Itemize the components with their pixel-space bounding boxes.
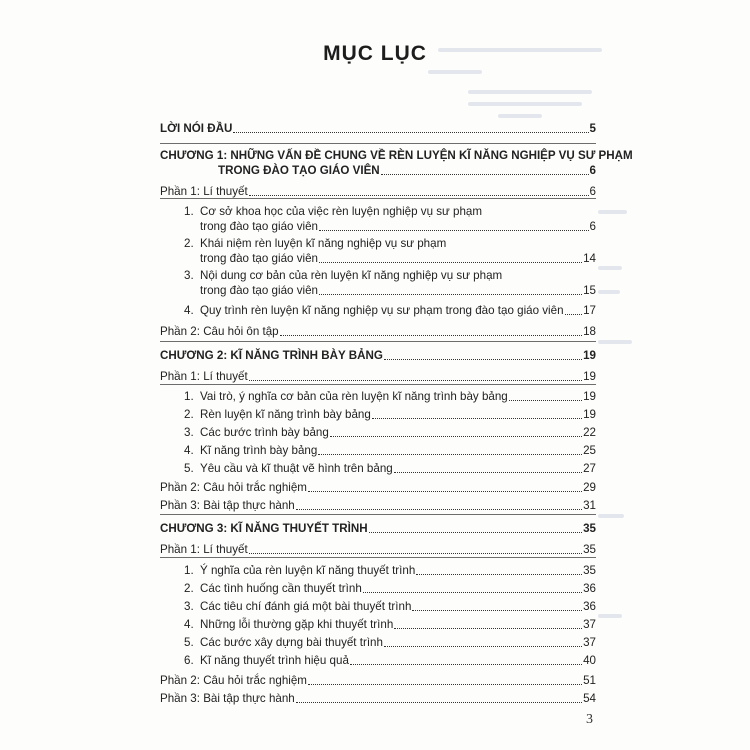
dot-leader [394, 628, 582, 629]
dot-leader [565, 314, 583, 315]
toc-page-number: 5 [589, 122, 596, 135]
toc-entry-text: Phần 3: Bài tập thực hành [160, 692, 295, 705]
toc-page-number: 19 [583, 370, 596, 383]
dot-leader [319, 262, 582, 263]
item-number: 4. [184, 304, 194, 317]
dot-leader [416, 574, 582, 575]
item-number: 3. [184, 426, 194, 439]
section-divider [160, 341, 596, 342]
toc-page-number: 36 [583, 600, 596, 613]
toc-entry-ch1-item4[interactable] [184, 300, 596, 318]
toc-entry-ch1-item1[interactable] [200, 216, 596, 234]
toc-entry-text: CHƯƠNG 2: KĨ NĂNG TRÌNH BÀY BẢNG [160, 349, 383, 362]
section-divider [160, 514, 596, 515]
dot-leader [296, 509, 582, 510]
toc-entry-text: trong đào tạo giáo viên [200, 284, 318, 297]
toc-entry-text: trong đào tạo giáo viên [200, 252, 318, 265]
toc-page-number: 35 [583, 522, 596, 535]
dot-leader [249, 380, 582, 381]
toc-page-number: 27 [583, 462, 596, 475]
section-divider [160, 557, 596, 558]
dot-leader [249, 195, 589, 196]
toc-entry-preface[interactable] [160, 118, 596, 136]
dot-leader [330, 436, 582, 437]
toc-page-number: 35 [583, 564, 596, 577]
toc-page-number: 25 [583, 444, 596, 457]
toc-page-number: 17 [583, 304, 596, 317]
dot-leader [369, 532, 583, 533]
dot-leader [384, 646, 582, 647]
chapter-1-title-line1[interactable]: CHƯƠNG 1: NHỮNG VẤN ĐỀ CHUNG VỀ RÈN LUYỆN KĨ NĂNG NGHIỆP VỤ SƯ PHẠM [160, 149, 633, 162]
toc-entry-text: Các bước trình bày bảng [200, 426, 329, 439]
toc-entry-ch2-item4[interactable] [184, 440, 596, 458]
toc-entry-text: Khái niệm rèn luyện kĩ năng nghiệp vụ sư phạm [200, 237, 447, 250]
item-number: 1. [184, 205, 194, 218]
toc-entry-ch3-item1[interactable] [184, 560, 596, 578]
dot-leader [296, 702, 582, 703]
item-number: 3. [184, 600, 194, 613]
dot-leader [384, 359, 582, 360]
item-number: 3. [184, 269, 194, 282]
toc-entry-text: CHƯƠNG 3: KĨ NĂNG THUYẾT TRÌNH [160, 522, 368, 535]
toc-entry-text: Các bước xây dựng bài thuyết trình [200, 636, 383, 649]
toc-entry-text: Cơ sở khoa học của việc rèn luyện nghiệp vụ sư phạm [200, 205, 483, 218]
toc-entry-text: Những lỗi thường gặp khi thuyết trình [200, 618, 394, 631]
toc-entry-ch1-part1[interactable] [160, 181, 596, 199]
toc-entry-text: Yêu cầu và kĩ thuật vẽ hình trên bảng [200, 462, 393, 475]
section-divider [160, 384, 596, 385]
toc-entry-text: Các tiêu chí đánh giá một bài thuyết trình [200, 600, 412, 613]
dot-leader [509, 400, 582, 401]
toc-page-number: 31 [583, 499, 596, 512]
item-number: 5. [184, 636, 194, 649]
section-divider [160, 198, 596, 199]
toc-page-number: 15 [583, 284, 596, 297]
toc-entry-ch2-part2[interactable] [160, 477, 596, 495]
toc-page-number: 54 [583, 692, 596, 705]
item-number: 1. [184, 390, 194, 403]
dot-leader [372, 418, 582, 419]
item-number: 4. [184, 444, 194, 457]
toc-entry-ch2-item5[interactable] [184, 458, 596, 476]
toc-entry-ch3-item4[interactable] [184, 614, 596, 632]
toc-entry-ch2-item2[interactable] [184, 404, 596, 422]
dot-leader [249, 553, 582, 554]
toc-page-number: 40 [583, 654, 596, 667]
dot-leader [233, 132, 588, 133]
toc-entry-ch2-item1[interactable] [184, 386, 596, 404]
toc-page-number: 36 [583, 582, 596, 595]
toc-entry-ch3-item2[interactable] [184, 578, 596, 596]
toc-page-number: 14 [583, 252, 596, 265]
toc-entry-text: Kĩ năng trình bày bảng [200, 444, 318, 457]
toc-entry-ch2-part1[interactable] [160, 366, 596, 384]
toc-page-number: 19 [583, 349, 596, 362]
dot-leader [280, 335, 582, 336]
toc-entry-text: Nội dung cơ bản của rèn luyện kĩ năng nghiệp vụ sư phạm [200, 269, 503, 282]
item-number: 4. [184, 618, 194, 631]
toc-page-number: 37 [583, 618, 596, 631]
toc-page-number: 6 [589, 164, 596, 177]
section-divider [160, 143, 596, 144]
toc-page-number: 22 [583, 426, 596, 439]
toc-entry-ch1-item2[interactable] [200, 248, 596, 266]
toc-entry-ch3-part1[interactable] [160, 539, 596, 557]
toc-entry-ch2-part3[interactable] [160, 495, 596, 513]
toc-entry-text: Phần 2: Câu hỏi trắc nghiệm [160, 481, 307, 494]
toc-page-number: 35 [583, 543, 596, 556]
toc-entry-text: Ý nghĩa của rèn luyện kĩ năng thuyết trình [200, 564, 416, 577]
toc-page-number: 37 [583, 636, 596, 649]
dot-leader [319, 294, 582, 295]
toc-entry-chapter-1[interactable] [218, 160, 596, 178]
toc-entry-text: Rèn luyện kĩ năng trình bày bảng [200, 408, 371, 421]
toc-entry-text: LỜI NÓI ĐẦU [160, 122, 233, 135]
dot-leader [394, 472, 582, 473]
toc-entry-text: Phần 1: Lí thuyết [160, 370, 248, 383]
toc-page-number: 6 [589, 220, 596, 233]
toc-entry-text: Phần 2: Câu hỏi ôn tập [160, 325, 279, 338]
dot-leader [350, 664, 582, 665]
item-number: 5. [184, 462, 194, 475]
toc-entry-ch3-part2[interactable] [160, 670, 596, 688]
toc-entry-text: Phần 2: Câu hỏi trắc nghiệm [160, 674, 307, 687]
toc-entry-text: Phần 1: Lí thuyết [160, 543, 248, 556]
toc-page-number: 18 [583, 325, 596, 338]
page-title: MỤC LỤC [323, 42, 427, 65]
item-number: 2. [184, 582, 194, 595]
toc-page-number: 19 [583, 408, 596, 421]
dot-leader [318, 454, 582, 455]
toc-entry-ch3-item3[interactable] [184, 596, 596, 614]
toc-entry-text: Kĩ năng thuyết trình hiệu quả [200, 654, 349, 667]
toc-entry-text: Phần 3: Bài tập thực hành [160, 499, 295, 512]
toc-entry-text: Các tình huống cần thuyết trình [200, 582, 362, 595]
toc-entry-text: trong đào tạo giáo viên [200, 220, 318, 233]
dot-leader [381, 174, 589, 175]
toc-entry-text: Vai trò, ý nghĩa cơ bản của rèn luyện kĩ năng trình bày bảng [200, 390, 508, 403]
toc-entry-chapter-3[interactable] [160, 518, 596, 536]
toc-entry-text: Phần 1: Lí thuyết [160, 185, 248, 198]
toc-entry-ch3-item6[interactable] [184, 650, 596, 668]
toc-entry-ch3-part3[interactable] [160, 688, 596, 706]
page-number: 3 [586, 712, 593, 727]
toc-page-number: 19 [583, 390, 596, 403]
item-number: 6. [184, 654, 194, 667]
dot-leader [319, 230, 589, 231]
dot-leader [308, 491, 582, 492]
toc-entry-ch2-item3[interactable] [184, 422, 596, 440]
dot-leader [412, 610, 582, 611]
item-number: 1. [184, 564, 194, 577]
toc-entry-chapter-2[interactable] [160, 345, 596, 363]
item-number: 2. [184, 408, 194, 421]
chapter-1-title-line2: TRONG ĐÀO TẠO GIÁO VIÊN [218, 164, 380, 177]
toc-page-number: 6 [589, 185, 596, 198]
dot-leader [363, 592, 582, 593]
toc-entry-ch1-item3[interactable] [200, 280, 596, 298]
toc-page-number: 51 [583, 674, 596, 687]
dot-leader [308, 684, 582, 685]
toc-entry-ch3-item5[interactable] [184, 632, 596, 650]
toc-entry-text: Quy trình rèn luyện kĩ năng nghiệp vụ sư phạm trong đào tạo giáo viên [200, 304, 564, 317]
item-number: 2. [184, 237, 194, 250]
toc-page-number: 29 [583, 481, 596, 494]
toc-entry-ch1-part2[interactable] [160, 321, 596, 339]
